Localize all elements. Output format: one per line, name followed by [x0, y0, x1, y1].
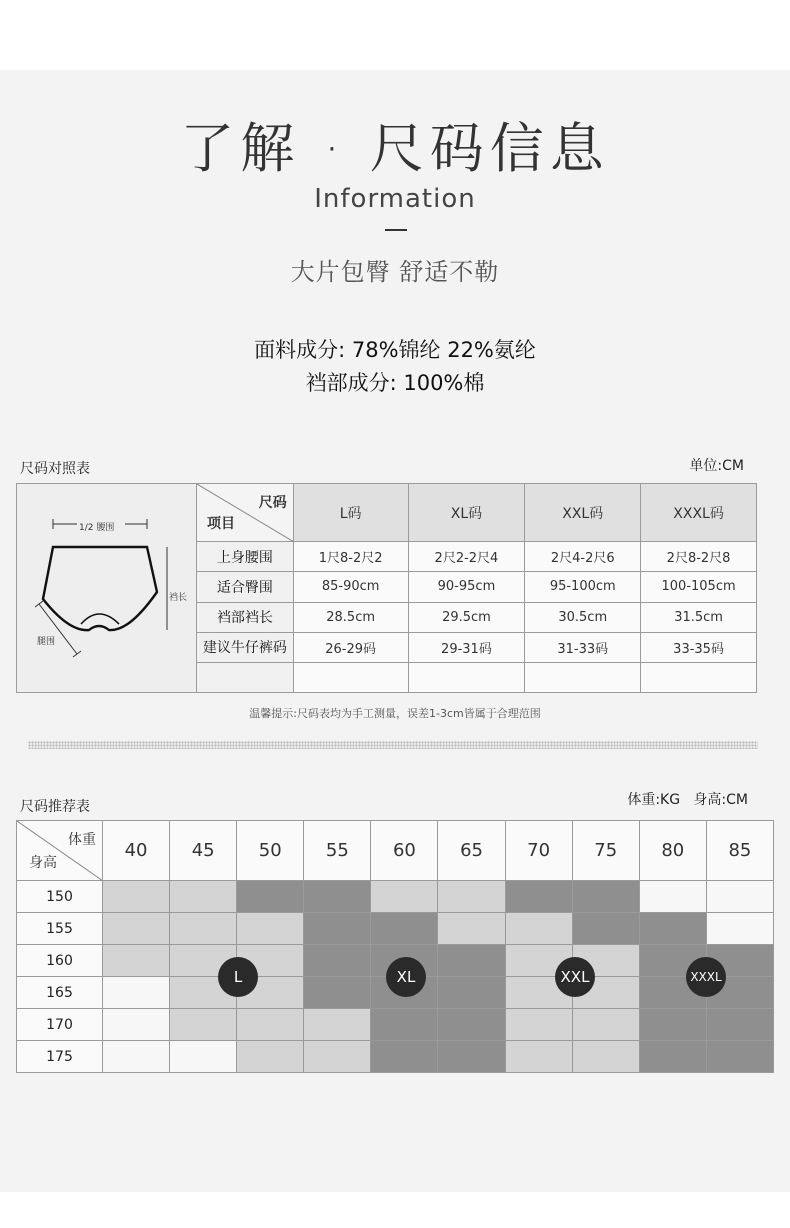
underwear-diagram — [17, 484, 197, 693]
fabric-line-1: 面料成分: 78%锦纶 22%氨纶 — [254, 338, 536, 362]
table-row — [17, 1041, 774, 1073]
table-cell: 85-90cm — [293, 572, 408, 602]
table-cell: 31-33码 — [525, 632, 641, 662]
size-cell — [438, 945, 505, 977]
table-cell — [408, 662, 525, 692]
table-cell: 30.5cm — [525, 602, 641, 632]
size-cell — [304, 1009, 371, 1041]
size-cell — [304, 1041, 371, 1073]
recommend-table — [16, 820, 774, 1073]
weight-header: 40 — [103, 821, 170, 881]
size-cell — [706, 913, 773, 945]
leg-label: 腿围 — [37, 637, 56, 647]
waist-label: 1/2 腰围 — [79, 523, 115, 533]
size-cell — [572, 881, 639, 913]
dotted-divider — [28, 741, 758, 749]
size-cell — [103, 1009, 170, 1041]
col-header: L码 — [293, 484, 408, 542]
recommend-unit: 体重:KG 身高:CM — [627, 792, 748, 808]
table-cell: 2尺2-2尺4 — [408, 542, 525, 572]
size-cell — [572, 1041, 639, 1073]
size-cell — [304, 881, 371, 913]
corner-height-label: 身高 — [29, 855, 57, 871]
corner-weight-label: 体重 — [68, 832, 96, 848]
row-label — [196, 662, 293, 692]
size-cell — [572, 913, 639, 945]
crotch-label: 裆长 — [169, 593, 188, 603]
size-cell — [706, 1009, 773, 1041]
table-cell: 2尺8-2尺8 — [641, 542, 757, 572]
height-label: 165 — [17, 977, 103, 1009]
size-chart-title: 尺码对照表 — [20, 461, 90, 477]
size-cell — [103, 881, 170, 913]
size-cell — [237, 1009, 304, 1041]
size-corner-cell — [196, 484, 293, 542]
table-cell: 2尺4-2尺6 — [525, 542, 641, 572]
corner-item-label: 项目 — [206, 516, 235, 533]
size-cell — [237, 913, 304, 945]
size-cell — [371, 881, 438, 913]
size-chart-unit: 单位:CM — [689, 458, 744, 474]
height-label: 155 — [17, 913, 103, 945]
weight-header: 55 — [304, 821, 371, 881]
height-label: 150 — [17, 881, 103, 913]
size-cell — [371, 1041, 438, 1073]
table-cell: 1尺8-2尺2 — [293, 542, 408, 572]
size-cell — [170, 1009, 237, 1041]
fabric-line-2: 裆部成分: 100%棉 — [305, 371, 485, 395]
table-cell — [525, 662, 641, 692]
size-cell — [371, 913, 438, 945]
size-cell — [438, 1009, 505, 1041]
slogan: 大片包臀 舒适不勒 — [290, 258, 500, 286]
size-badge: XL — [386, 957, 426, 997]
table-cell: 28.5cm — [293, 602, 408, 632]
table-row — [17, 913, 774, 945]
size-cell — [505, 881, 572, 913]
size-cell — [304, 913, 371, 945]
row-label: 适合臀围 — [196, 572, 293, 602]
row-label: 裆部裆长 — [196, 602, 293, 632]
table-cell: 29.5cm — [408, 602, 525, 632]
size-cell — [103, 945, 170, 977]
table-cell: 33-35码 — [641, 632, 757, 662]
col-header: XL码 — [408, 484, 525, 542]
size-cell — [170, 913, 237, 945]
weight-header: 70 — [505, 821, 572, 881]
size-cell — [304, 945, 371, 977]
size-cell — [438, 977, 505, 1009]
table-cell: 90-95cm — [408, 572, 525, 602]
table-cell — [641, 662, 757, 692]
recommend-title: 尺码推荐表 — [20, 799, 90, 815]
size-cell — [237, 1041, 304, 1073]
page-title: 了解 · 尺码信息 — [180, 117, 610, 180]
size-chart-table — [16, 483, 757, 693]
size-cell — [170, 1041, 237, 1073]
size-cell — [371, 1009, 438, 1041]
weight-header: 75 — [572, 821, 639, 881]
table-row — [17, 881, 774, 913]
recommend-corner-cell — [17, 821, 103, 881]
table-cell: 26-29码 — [293, 632, 408, 662]
measurement-note: 温馨提示:尺码表均为手工测量，误差1-3cm皆属于合理范围 — [249, 707, 541, 720]
size-cell — [103, 913, 170, 945]
size-cell — [103, 1041, 170, 1073]
size-cell — [639, 1009, 706, 1041]
weight-header: 50 — [237, 821, 304, 881]
size-cell — [103, 977, 170, 1009]
size-cell — [438, 1041, 505, 1073]
corner-size-label: 尺码 — [258, 495, 287, 511]
height-label: 175 — [17, 1041, 103, 1073]
weight-header: 65 — [438, 821, 505, 881]
table-row — [17, 1009, 774, 1041]
height-label: 160 — [17, 945, 103, 977]
weight-header: 45 — [170, 821, 237, 881]
size-cell — [639, 1041, 706, 1073]
size-cell — [639, 913, 706, 945]
height-label: 170 — [17, 1009, 103, 1041]
weight-header: 60 — [371, 821, 438, 881]
table-cell: 29-31码 — [408, 632, 525, 662]
size-cell — [438, 913, 505, 945]
row-label: 上身腰围 — [196, 542, 293, 572]
col-header: XXL码 — [525, 484, 641, 542]
table-cell: 100-105cm — [641, 572, 757, 602]
size-cell — [505, 1041, 572, 1073]
row-label: 建议牛仔裤码 — [196, 632, 293, 662]
size-badge: L — [218, 957, 258, 997]
title-divider — [385, 229, 407, 231]
weight-header: 80 — [639, 821, 706, 881]
table-cell — [293, 662, 408, 692]
weight-header: 85 — [706, 821, 773, 881]
size-cell — [505, 1009, 572, 1041]
size-cell — [706, 881, 773, 913]
size-badge: XXL — [555, 957, 595, 997]
size-cell — [170, 881, 237, 913]
size-cell — [438, 881, 505, 913]
col-header: XXXL码 — [641, 484, 757, 542]
size-cell — [639, 881, 706, 913]
size-cell — [572, 1009, 639, 1041]
size-cell — [237, 881, 304, 913]
size-cell — [304, 977, 371, 1009]
size-cell — [706, 1041, 773, 1073]
page-subtitle: Information — [314, 184, 476, 214]
table-cell: 95-100cm — [525, 572, 641, 602]
size-badge: XXXL — [686, 957, 726, 997]
table-cell: 31.5cm — [641, 602, 757, 632]
size-cell — [505, 913, 572, 945]
